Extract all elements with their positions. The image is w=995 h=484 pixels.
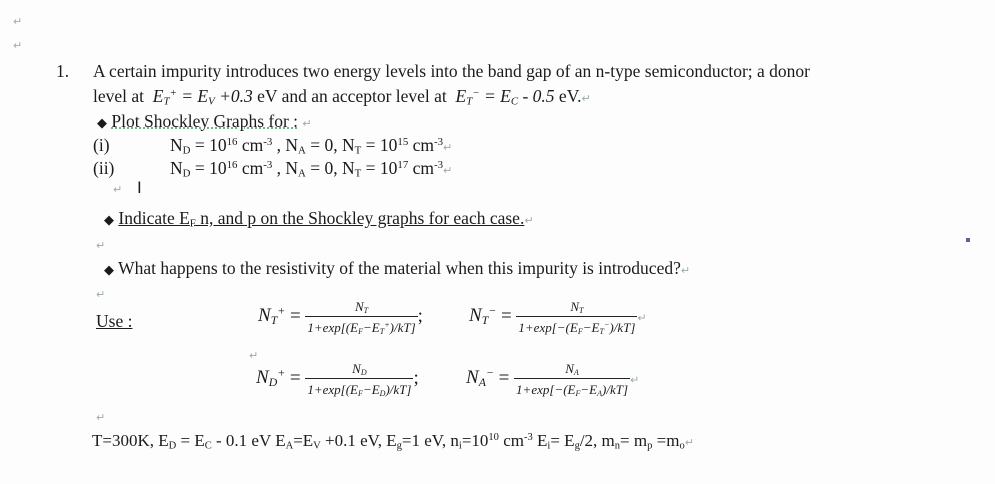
paragraph-mark: ↵ <box>96 411 106 424</box>
bullet-indicate-ef-text: Indicate $E_F$ n, and p on the Shockley graphs for each case. <box>118 208 525 230</box>
acceptor-level-expr: $E_T^- = E_C - 0.5$ <box>455 86 555 108</box>
problem-number: 1. <box>56 61 70 81</box>
scan-artifact <box>966 238 970 242</box>
donor-level-expr: $E_T^+ = E_V +0.3$ <box>152 86 253 108</box>
paragraph-mark: ↵ <box>96 239 106 252</box>
bullet-icon: ◆ <box>97 115 107 130</box>
intro-line2-prefix: level at <box>93 86 145 106</box>
eq2-denominator: $1+\exp[-(E_F-E_T^-)/kT]$ <box>518 320 636 336</box>
eq4-denominator: $1+\exp[-(E_F-E_A)/kT]$ <box>516 382 629 398</box>
bullet-indicate-ef: ◆ Indicate $E_F$ n, and p on the Shockley graphs for each case.↵ <box>104 208 534 230</box>
bullet-plot-shockley-text: Plot Shockley Graphs for : <box>111 111 299 131</box>
eq1-denominator: $1+\exp[(E_F-E_T^+)/kT]$ <box>307 320 416 336</box>
bullet-plot-shockley: ◆ Plot Shockley Graphs for : ↵ <box>97 111 312 131</box>
paragraph-mark: ↵ <box>113 183 123 196</box>
paragraph-mark: ↵ <box>13 39 23 52</box>
eq3-numerator: $N_D$ <box>305 362 413 379</box>
bullet-resistivity-text: What happens to the resistivity of the material when this impurity is introduced? <box>118 258 681 278</box>
paragraph-mark: ↵ <box>96 288 106 301</box>
text-cursor: I <box>137 178 142 197</box>
problem-intro-line2: level at $E_T^+ = E_V +0.3$ eV and an acceptor level at $E_T^- = E_C - 0.5$ eV.↵ <box>93 86 591 108</box>
use-label: Use : <box>96 311 133 331</box>
case-i-params: $N_D = 10^{16}$ $cm^{-3}$ , $N_A = 0$, $N_T = 10^{15}$ $cm^{-3}↵$ <box>170 135 453 157</box>
eq2-numerator: $N_T$ <box>516 300 637 317</box>
eq1-numerator: $N_T$ <box>305 300 417 317</box>
bullet-icon: ◆ <box>104 212 114 227</box>
case-ii-label: (ii) <box>93 158 115 178</box>
eq3-denominator: $1+\exp[(E_F-E_D)/kT]$ <box>307 382 412 398</box>
bullet-icon: ◆ <box>104 262 114 277</box>
paragraph-mark: ↵ <box>13 15 23 28</box>
intro-line2-suffix: eV. <box>558 86 582 106</box>
case-i-label: (i) <box>93 135 110 155</box>
constants-line: T=300K, $E_D = E_C - 0.1$ eV $E_A=E_V +0.1$ eV, $E_g=1$ eV, $n_i=10^{10}$ $cm^{-3}$ $E_i= E_g/2$, $m_n= m_p$ $=m_o↵$ <box>92 431 694 452</box>
problem-intro-line1: A certain impurity introduces two energy levels into the band gap of an n-type semiconductor; a donor <box>93 61 810 81</box>
eq4-numerator: $N_A$ <box>514 362 630 379</box>
paragraph-mark: ↵ <box>249 349 259 362</box>
equation-na-minus: $N_A^-$ = $\frac{N_A}{1+\exp[-(E_F-E_A)/kT]}$ ↵ <box>466 361 640 398</box>
bullet-resistivity: ◆ What happens to the resistivity of the material when this impurity is introduced?↵ <box>104 258 691 278</box>
intro-line2-middle: eV and an acceptor level at <box>257 86 447 106</box>
equation-nd-plus: $N_D^+$ = $\frac{N_D}{1+\exp[(E_F-E_D)/kT]}$ ; <box>256 361 419 398</box>
equation-nt-minus: $N_T^-$ = $\frac{N_T}{1+\exp[-(E_F-E_T^-)/kT]}$ ↵ <box>469 299 647 336</box>
case-ii-params: $N_D = 10^{16}$ $cm^{-3}$ , $N_A = 0$, $N_T = 10^{17}$ $cm^{-3}↵$ <box>170 158 453 180</box>
equation-nt-plus: $N_T^+$ = $\frac{N_T}{1+\exp[(E_F-E_T^+)/kT]}$ ; <box>258 299 423 336</box>
